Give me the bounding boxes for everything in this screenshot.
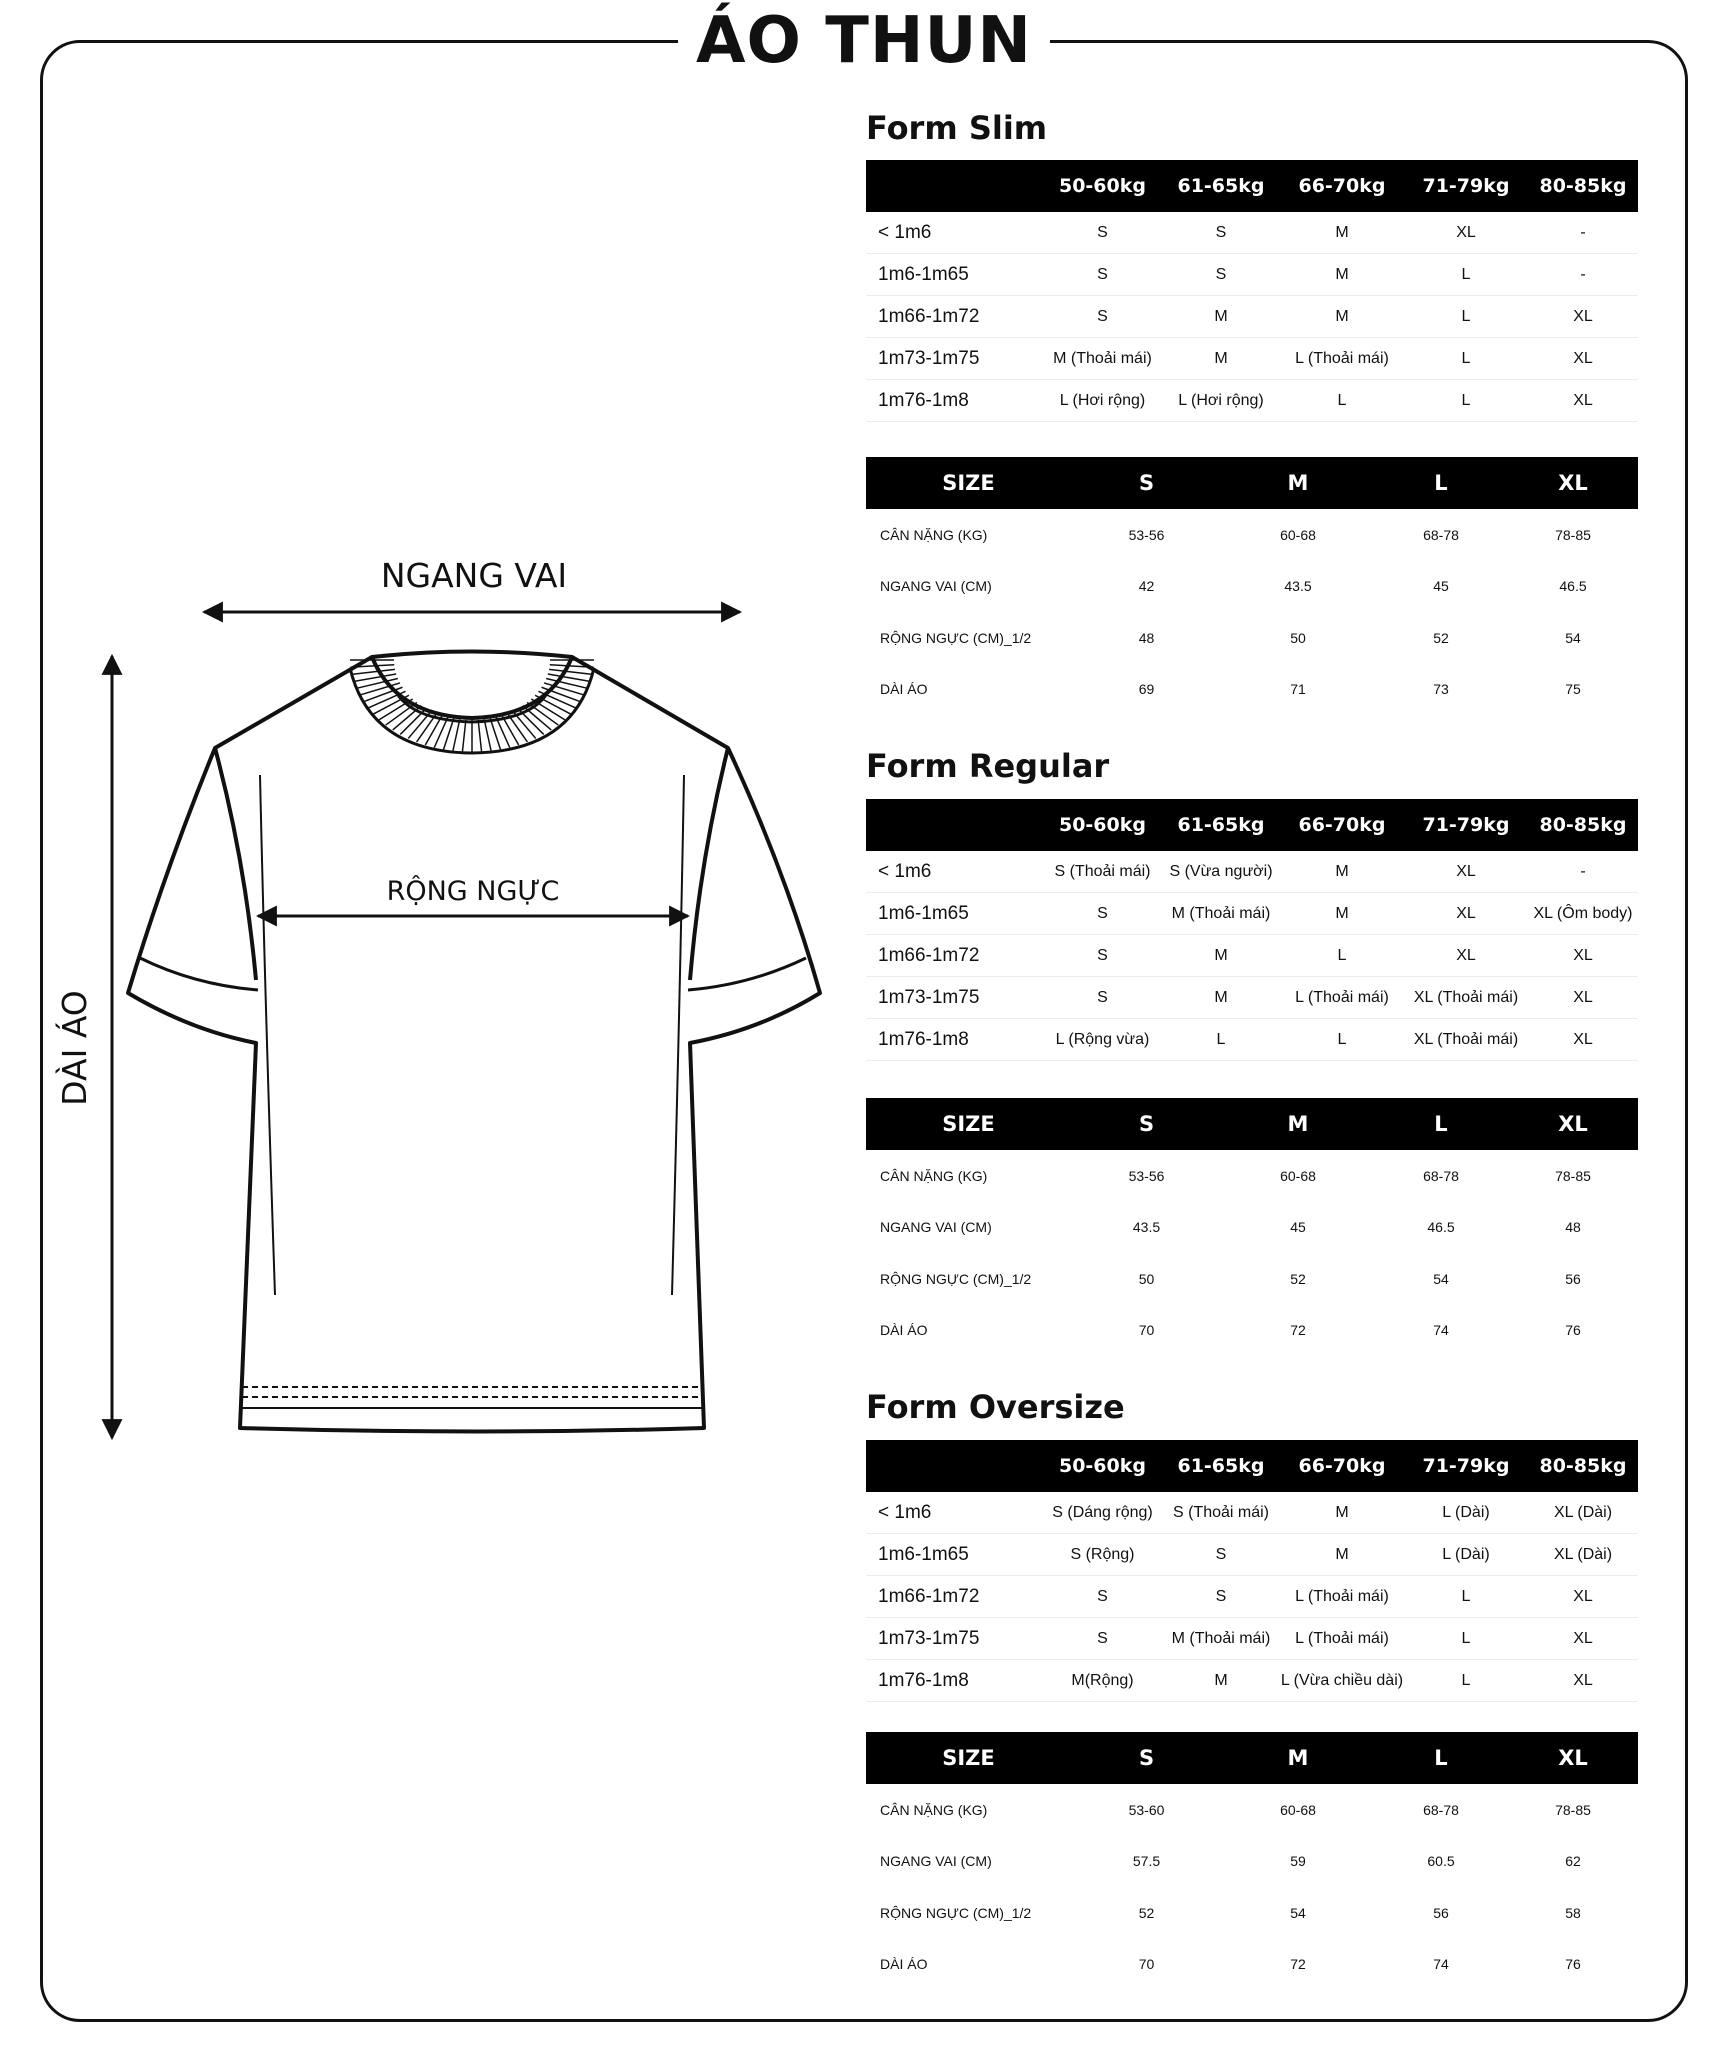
size-cell: XL bbox=[1528, 296, 1638, 338]
measure-value: 68-78 bbox=[1423, 1801, 1459, 1818]
size-cell: M bbox=[1280, 1534, 1404, 1576]
size-cell: M bbox=[1162, 1660, 1280, 1702]
measure-value: 53-60 bbox=[1128, 1801, 1165, 1818]
size-cell: S bbox=[1043, 977, 1162, 1019]
size-cell: L bbox=[1280, 1019, 1404, 1061]
size-header: S bbox=[1071, 1732, 1222, 1784]
measure-value: 52 bbox=[1290, 1270, 1306, 1287]
size-cell: L bbox=[1404, 1618, 1528, 1660]
size-header: S bbox=[1071, 1098, 1222, 1150]
measure-value: 74 bbox=[1433, 1956, 1449, 1973]
weight-height-table bbox=[866, 1440, 1638, 1702]
measure-value: 46.5 bbox=[1559, 578, 1587, 595]
table-row bbox=[866, 212, 1638, 254]
size-cell: - bbox=[1528, 851, 1638, 893]
measure-value: 54 bbox=[1290, 1904, 1306, 1921]
chest-label: RỘNG NGỰC bbox=[386, 876, 560, 907]
size-cell: M bbox=[1162, 977, 1280, 1019]
measure-value: 73 bbox=[1433, 681, 1449, 698]
measure-value: 50 bbox=[1290, 629, 1306, 646]
table-row bbox=[866, 1784, 1638, 1836]
weight-header: 66-70kg bbox=[1280, 1440, 1404, 1492]
measure-value: 48 bbox=[1565, 1219, 1581, 1236]
size-cell: L (Thoải mái) bbox=[1280, 1576, 1404, 1618]
size-cell: M (Thoải mái) bbox=[1043, 338, 1162, 380]
size-cell: XL bbox=[1404, 851, 1528, 893]
measure-label: DÀI ÁO bbox=[880, 681, 928, 698]
size-spec-table bbox=[866, 1098, 1638, 1356]
measure-label: DÀI ÁO bbox=[880, 1956, 928, 1973]
size-cell: S bbox=[1043, 893, 1162, 935]
measure-value: 45 bbox=[1290, 1219, 1306, 1236]
height-label: 1m73-1m75 bbox=[866, 338, 1043, 380]
size-cell: XL (Thoải mái) bbox=[1404, 977, 1528, 1019]
measure-value: 56 bbox=[1433, 1904, 1449, 1921]
size-header: L bbox=[1374, 457, 1508, 509]
form-slim-title: Form Slim bbox=[866, 109, 1048, 147]
weight-header: 80-85kg bbox=[1528, 1440, 1638, 1492]
size-cell: S bbox=[1043, 254, 1162, 296]
size-cell: S bbox=[1043, 935, 1162, 977]
weight-header: 71-79kg bbox=[1404, 1440, 1528, 1492]
measure-value: 53-56 bbox=[1128, 1167, 1165, 1184]
weight-header bbox=[866, 1440, 1043, 1492]
size-cell: L (Thoải mái) bbox=[1280, 1618, 1404, 1660]
size-header: XL bbox=[1508, 1098, 1638, 1150]
height-label: 1m76-1m8 bbox=[866, 1019, 1043, 1061]
table-row bbox=[866, 509, 1638, 561]
height-label: 1m73-1m75 bbox=[866, 977, 1043, 1019]
weight-height-table-wrap bbox=[866, 160, 1638, 422]
size-cell: L bbox=[1162, 1019, 1280, 1061]
form-regular-title: Form Regular bbox=[866, 747, 1110, 785]
size-cell: M bbox=[1280, 212, 1404, 254]
size-cell: L bbox=[1404, 338, 1528, 380]
weight-height-table-wrap bbox=[866, 799, 1638, 1061]
size-cell: XL (Dài) bbox=[1528, 1534, 1638, 1576]
size-cell: XL bbox=[1404, 935, 1528, 977]
weight-header: 80-85kg bbox=[1528, 160, 1638, 212]
size-spec-table-wrap bbox=[866, 1098, 1638, 1356]
weight-header: 66-70kg bbox=[1280, 799, 1404, 851]
size-cell: S bbox=[1043, 212, 1162, 254]
size-cell: XL bbox=[1528, 1019, 1638, 1061]
table-row bbox=[866, 1150, 1638, 1202]
measure-value: 68-78 bbox=[1423, 1167, 1459, 1184]
size-header: XL bbox=[1508, 457, 1638, 509]
measure-value: 58 bbox=[1565, 1904, 1581, 1921]
measure-value: 46.5 bbox=[1427, 1219, 1455, 1236]
height-label: 1m66-1m72 bbox=[866, 296, 1043, 338]
size-spec-table-wrap bbox=[866, 1732, 1638, 1990]
table-row bbox=[866, 1939, 1638, 1991]
table-row bbox=[866, 254, 1638, 296]
size-cell: XL bbox=[1528, 1576, 1638, 1618]
table-row bbox=[866, 1253, 1638, 1305]
height-label: 1m76-1m8 bbox=[866, 1660, 1043, 1702]
size-cell: M bbox=[1280, 1492, 1404, 1534]
measure-value: 69 bbox=[1138, 681, 1155, 698]
table-row bbox=[866, 296, 1638, 338]
measure-label: NGANG VAI (CM) bbox=[880, 1219, 992, 1236]
form-oversize-section bbox=[866, 1387, 1638, 1427]
size-cell: XL bbox=[1528, 1660, 1638, 1702]
measure-value: 70 bbox=[1138, 1956, 1155, 1973]
height-label: 1m66-1m72 bbox=[866, 935, 1043, 977]
measure-value: 60.5 bbox=[1427, 1853, 1455, 1870]
table-row bbox=[866, 1019, 1638, 1061]
measure-label: NGANG VAI (CM) bbox=[880, 1853, 992, 1870]
size-cell: XL bbox=[1528, 1618, 1638, 1660]
size-cell: L bbox=[1404, 1576, 1528, 1618]
table-row bbox=[866, 1305, 1638, 1357]
weight-header: 66-70kg bbox=[1280, 160, 1404, 212]
form-regular-section bbox=[866, 746, 1638, 786]
measure-value: 43.5 bbox=[1284, 578, 1312, 595]
table-row bbox=[866, 851, 1638, 893]
measure-value: 53-56 bbox=[1128, 526, 1165, 543]
measure-label: CÂN NẶNG (KG) bbox=[880, 526, 988, 543]
weight-height-table bbox=[866, 160, 1638, 422]
size-cell: M bbox=[1280, 254, 1404, 296]
size-cell: XL (Dài) bbox=[1528, 1492, 1638, 1534]
measure-value: 48 bbox=[1138, 629, 1155, 646]
size-spec-table bbox=[866, 1732, 1638, 1990]
size-cell: S bbox=[1162, 212, 1280, 254]
size-cell: XL bbox=[1404, 212, 1528, 254]
weight-header: 80-85kg bbox=[1528, 799, 1638, 851]
form-oversize-title: Form Oversize bbox=[866, 1388, 1125, 1426]
weight-header: 50-60kg bbox=[1043, 1440, 1162, 1492]
size-header: M bbox=[1222, 1732, 1374, 1784]
size-cell: M (Thoải mái) bbox=[1162, 1618, 1280, 1660]
measure-value: 52 bbox=[1433, 629, 1449, 646]
size-cell: L (Hơi rộng) bbox=[1162, 380, 1280, 422]
size-cell: S bbox=[1162, 254, 1280, 296]
size-cell: XL bbox=[1528, 338, 1638, 380]
size-cell: S bbox=[1162, 1576, 1280, 1618]
table-row bbox=[866, 612, 1638, 664]
size-cell: S (Dáng rộng) bbox=[1043, 1492, 1162, 1534]
size-cell: L (Thoải mái) bbox=[1280, 977, 1404, 1019]
table-row bbox=[866, 1202, 1638, 1254]
size-cell: S bbox=[1043, 1618, 1162, 1660]
size-cell: S bbox=[1162, 1534, 1280, 1576]
weight-header: 61-65kg bbox=[1162, 160, 1280, 212]
weight-header: 50-60kg bbox=[1043, 160, 1162, 212]
size-cell: L bbox=[1280, 380, 1404, 422]
shoulder-label: NGANG VAI bbox=[380, 556, 568, 595]
table-row bbox=[866, 1492, 1638, 1534]
size-cell: S bbox=[1043, 1576, 1162, 1618]
measure-label: CÂN NẶNG (KG) bbox=[880, 1167, 988, 1184]
size-spec-table bbox=[866, 457, 1638, 715]
table-row bbox=[866, 1576, 1638, 1618]
measure-value: 45 bbox=[1433, 578, 1449, 595]
size-cell: L (Thoải mái) bbox=[1280, 338, 1404, 380]
table-row bbox=[866, 1887, 1638, 1939]
measure-value: 43.5 bbox=[1132, 1219, 1161, 1236]
size-cell: L bbox=[1404, 296, 1528, 338]
size-header: L bbox=[1374, 1098, 1508, 1150]
size-cell: XL bbox=[1404, 893, 1528, 935]
size-cell: L (Dài) bbox=[1404, 1534, 1528, 1576]
measure-label: RỘNG NGỰC (CM)_1/2 bbox=[880, 629, 1032, 646]
size-cell: S (Vừa người) bbox=[1162, 851, 1280, 893]
size-cell: M(Rộng) bbox=[1043, 1660, 1162, 1702]
height-label: < 1m6 bbox=[866, 212, 1043, 254]
size-cell: L bbox=[1404, 254, 1528, 296]
table-row bbox=[866, 1660, 1638, 1702]
measure-value: 59 bbox=[1290, 1853, 1306, 1870]
measure-value: 72 bbox=[1290, 1956, 1306, 1973]
size-header: M bbox=[1222, 1098, 1374, 1150]
size-cell: - bbox=[1528, 254, 1638, 296]
table-row bbox=[866, 561, 1638, 613]
weight-height-table bbox=[866, 799, 1638, 1061]
measure-value: 60-68 bbox=[1280, 1801, 1316, 1818]
measure-value: 78-85 bbox=[1555, 1801, 1591, 1818]
size-header: SIZE bbox=[866, 457, 1071, 509]
size-cell: M bbox=[1162, 296, 1280, 338]
table-row bbox=[866, 935, 1638, 977]
size-cell: L (Dài) bbox=[1404, 1492, 1528, 1534]
height-label: 1m6-1m65 bbox=[866, 254, 1043, 296]
weight-height-table-wrap bbox=[866, 1440, 1638, 1702]
height-label: 1m66-1m72 bbox=[866, 1576, 1043, 1618]
size-cell: L (Rộng vừa) bbox=[1043, 1019, 1162, 1061]
size-header: L bbox=[1374, 1732, 1508, 1784]
weight-header: 61-65kg bbox=[1162, 1440, 1280, 1492]
measure-value: 78-85 bbox=[1555, 526, 1591, 543]
size-cell: S (Rộng) bbox=[1043, 1534, 1162, 1576]
measure-value: 78-85 bbox=[1555, 1167, 1591, 1184]
weight-header: 71-79kg bbox=[1404, 160, 1528, 212]
height-label: 1m6-1m65 bbox=[866, 1534, 1043, 1576]
measure-value: 75 bbox=[1565, 681, 1581, 698]
table-row bbox=[866, 893, 1638, 935]
measure-value: 76 bbox=[1565, 1956, 1581, 1973]
size-cell: L bbox=[1280, 935, 1404, 977]
table-row bbox=[866, 1534, 1638, 1576]
size-cell: L bbox=[1404, 1660, 1528, 1702]
size-cell: M bbox=[1162, 935, 1280, 977]
measure-value: 52 bbox=[1138, 1904, 1155, 1921]
table-row bbox=[866, 380, 1638, 422]
size-header: XL bbox=[1508, 1732, 1638, 1784]
size-cell: S (Thoải mái) bbox=[1043, 851, 1162, 893]
size-spec-table-wrap bbox=[866, 457, 1638, 715]
measure-value: 56 bbox=[1565, 1270, 1581, 1287]
measure-value: 76 bbox=[1565, 1322, 1581, 1339]
size-cell: M bbox=[1280, 851, 1404, 893]
measure-value: 54 bbox=[1433, 1270, 1449, 1287]
measure-label: CÂN NẶNG (KG) bbox=[880, 1801, 988, 1818]
weight-header: 71-79kg bbox=[1404, 799, 1528, 851]
size-cell: XL (Thoải mái) bbox=[1404, 1019, 1528, 1061]
size-cell: XL bbox=[1528, 935, 1638, 977]
measure-value: 74 bbox=[1433, 1322, 1449, 1339]
height-label: 1m76-1m8 bbox=[866, 380, 1043, 422]
measure-value: 57.5 bbox=[1132, 1853, 1161, 1870]
measure-label: DÀI ÁO bbox=[880, 1322, 928, 1339]
length-label: DÀI ÁO bbox=[55, 990, 94, 1106]
measure-value: 68-78 bbox=[1423, 526, 1459, 543]
size-cell: M bbox=[1280, 296, 1404, 338]
measure-value: 71 bbox=[1290, 681, 1306, 698]
height-label: 1m6-1m65 bbox=[866, 893, 1043, 935]
measure-value: 50 bbox=[1138, 1270, 1155, 1287]
measure-value: 42 bbox=[1138, 578, 1155, 595]
size-cell: M bbox=[1280, 893, 1404, 935]
size-cell: L (Hơi rộng) bbox=[1043, 380, 1162, 422]
size-cell: S (Thoải mái) bbox=[1162, 1492, 1280, 1534]
height-label: 1m73-1m75 bbox=[866, 1618, 1043, 1660]
size-header: SIZE bbox=[866, 1098, 1071, 1150]
size-cell: XL (Ôm body) bbox=[1528, 893, 1638, 935]
form-slim-section bbox=[866, 108, 1638, 148]
measure-label: RỘNG NGỰC (CM)_1/2 bbox=[880, 1270, 1032, 1287]
height-label: < 1m6 bbox=[866, 851, 1043, 893]
size-cell: M bbox=[1162, 338, 1280, 380]
table-row bbox=[866, 1836, 1638, 1888]
size-cell: XL bbox=[1528, 380, 1638, 422]
size-header: S bbox=[1071, 457, 1222, 509]
measure-value: 70 bbox=[1138, 1322, 1155, 1339]
size-cell: - bbox=[1528, 212, 1638, 254]
measure-value: 60-68 bbox=[1280, 526, 1316, 543]
page-title bbox=[0, 6, 1728, 76]
size-cell: XL bbox=[1528, 977, 1638, 1019]
measure-value: 54 bbox=[1565, 629, 1581, 646]
size-cell: L (Vừa chiều dài) bbox=[1280, 1660, 1404, 1702]
table-row bbox=[866, 664, 1638, 716]
weight-header: 50-60kg bbox=[1043, 799, 1162, 851]
height-label: < 1m6 bbox=[866, 1492, 1043, 1534]
weight-header bbox=[866, 160, 1043, 212]
measure-value: 72 bbox=[1290, 1322, 1306, 1339]
page-title-text: ÁO THUN bbox=[678, 4, 1050, 78]
weight-header: 61-65kg bbox=[1162, 799, 1280, 851]
measure-label: NGANG VAI (CM) bbox=[880, 578, 992, 595]
size-header: M bbox=[1222, 457, 1374, 509]
measure-value: 60-68 bbox=[1280, 1167, 1316, 1184]
table-row bbox=[866, 338, 1638, 380]
measure-value: 62 bbox=[1565, 1853, 1581, 1870]
table-row bbox=[866, 1618, 1638, 1660]
table-row bbox=[866, 977, 1638, 1019]
measure-label: RỘNG NGỰC (CM)_1/2 bbox=[880, 1904, 1032, 1921]
weight-header bbox=[866, 799, 1043, 851]
size-cell: S bbox=[1043, 296, 1162, 338]
size-cell: M (Thoải mái) bbox=[1162, 893, 1280, 935]
size-cell: L bbox=[1404, 380, 1528, 422]
size-header: SIZE bbox=[866, 1732, 1071, 1784]
